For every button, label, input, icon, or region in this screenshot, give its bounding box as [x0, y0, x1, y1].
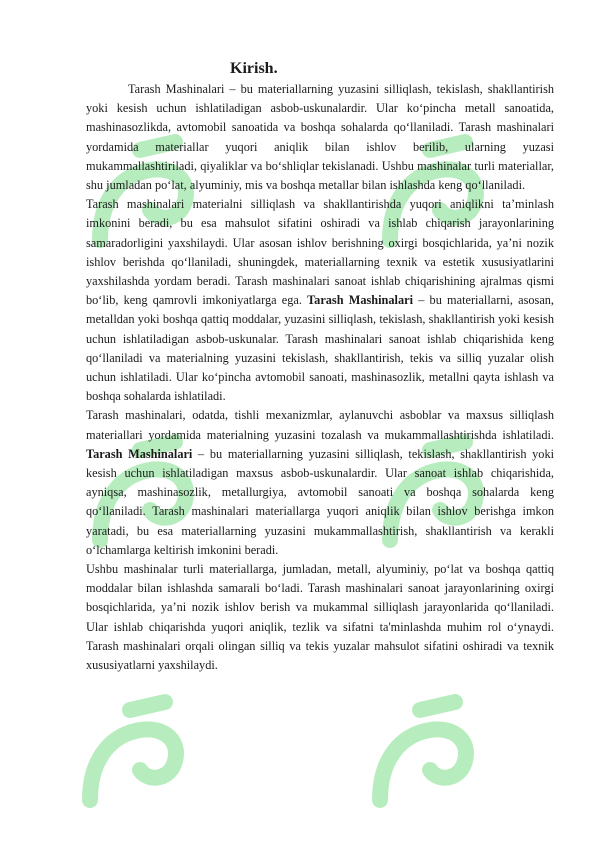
paragraph [86, 80, 554, 195]
paragraph [86, 406, 554, 560]
watermark-logo-icon [70, 690, 200, 820]
paragraph-text: Ushbu mashinalar turli materiallarga, jumladan, metall, alyuminiy, po‘lat va boshqa qattiq moddalar bilan ishlashda samarali bo‘ladi. Tarash mashinalari sanoat jarayonlarining oxirgi bosqichlarida, ya’ni nozik ishlov berish va mukammal silliqlash jarayonlarida qo‘llaniladi. Ular ishlab chiqarishda yuqori aniqlik, tezlik va sifatni ta'minlashda muhim rol o‘ynaydi. Tarash mashinalari orqali olingan silliq va tekis yuzalar mahsulot sifatini oshiradi va texnik xususiyatlarni yaxshilaydi. [86, 562, 554, 673]
bold-term: Tarash Mashinalari [86, 446, 193, 461]
watermark-logo-icon [360, 690, 490, 820]
paragraph-text: Tarash mashinalari, odatda, tishli mexanizmlar, aylanuvchi asboblar va maxsus silliqlash materiallari yordamida materialning yuzasini tozalash va mukammallashtirishda ishlatiladi. [86, 408, 554, 442]
paragraph-text: – bu materiallarni, asosan, metalldan yoki boshqa qattiq moddalar, yuzasini silliqlash, tekislash, shakllantirish yoki kesish uchun ishlatiladigan asbob-uskunalar. Tarash mashinalari sanoat ishlab chiqarishida keng qo‘llaniladi va materialning yuzasini tekislash, shakllantirish, tekis va silliq yuzalar olish uchun ishlatiladi. Ular ko‘pincha avtomobil sanoati, mashinasozlik, metallni qayta ishlash va boshqa sohalarda ishlatiladi. [86, 293, 554, 404]
paragraph-text: Tarash Mashinalari – bu materiallarning yuzasini silliqlash, tekislash, shakllantirish yoki kesish uchun ishlatiladigan asbob-uskunalardir. Ular ko‘pincha metall sanoatida, mashinasozlikda, avtomobil sanoatida va boshqa sohalarda qo‘llaniladi. Tarash mashinalari yordamida materiallar yuqori aniqlik bilan ishlov berilib, ularning yuzasi mukammallashtiriladi, qiyaliklar va bo‘shliqlar tekislanadi. Ushbu mashinalar turli materiallar, shu jumladan po‘lat, alyuminiy, mis va boshqa metallar bilan ishlashda keng qo‘llaniladi. [86, 82, 554, 193]
paragraph [86, 195, 554, 406]
paragraph-text: Tarash mashinalari materialni silliqlash va shakllantirishda yuqori aniqlikni ta’minlash imkonini beradi, bu esa mahsulot sifatini oshiradi va ishlab chiqarish jarayonlarining samaradorligini yaxshilaydi. Ular asosan ishlov berishning oxirgi bosqichlarida, ya’ni nozik ishlov berishda qo‘llaniladi, shuningdek, materiallarning texnik va estetik xususiyatlarini yaxshilashda yordam beradi. Tarash mashinalari sanoat ishlab chiqarishining ajralmas qismi bo‘lib, keng qamrovli imkoniyatlarga ega. [86, 197, 554, 308]
bold-term: Tarash Mashinalari [307, 293, 413, 308]
paragraph [86, 560, 554, 675]
document-title: Kirish. [230, 60, 278, 77]
document-body [86, 58, 554, 675]
paragraph-text: – bu materiallarning yuzasini silliqlash, tekislash, shakllantirish yoki kesish uchun ishlatiladigan maxsus asbob-uskunalardir. Ular sanoat ishlab chiqarishida, ayniqsa, mashinasozlik, metallurgiya, avtomobil sanoati va boshqa sohalarda keng qo‘llaniladi. Tarash mashinalari materiallarga yuqori aniqlik bilan ishlov berishga imkon yaratadi, bu esa materiallarning yuzasini mukammallashtirish, shakllantirish va kerakli o‘lchamlarga keltirish imkonini beradi. [86, 446, 555, 557]
